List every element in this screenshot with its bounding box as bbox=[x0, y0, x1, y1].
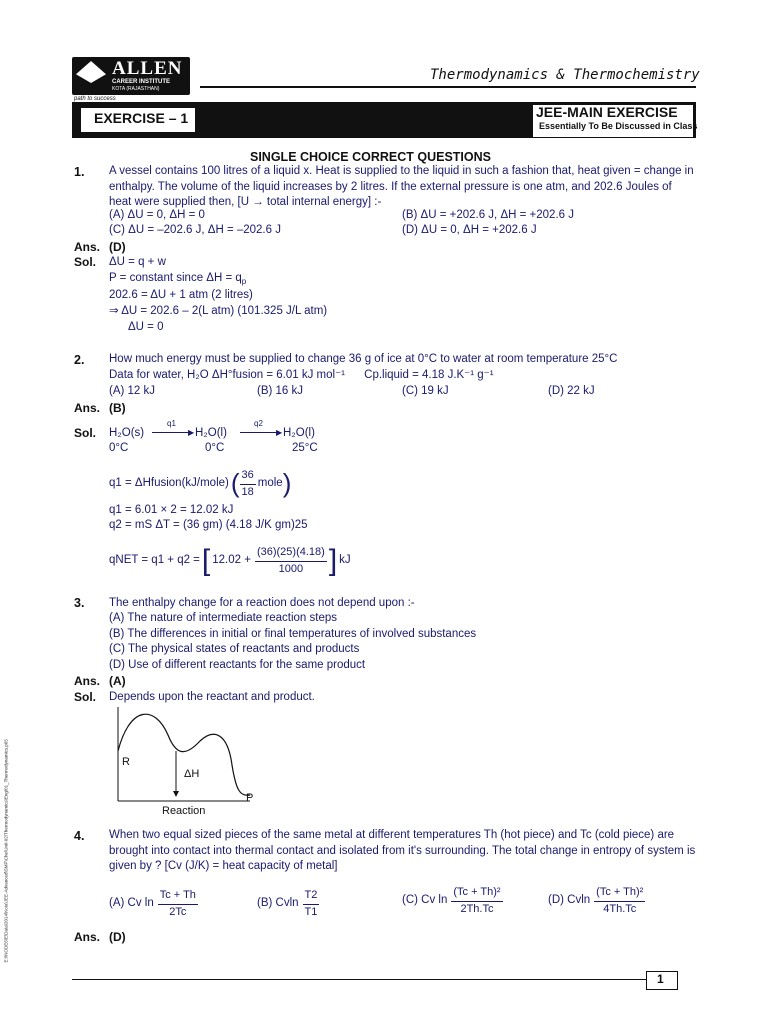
reaction-species: H₂O(l) bbox=[283, 427, 315, 439]
file-path-text: E:\\NODE6\E\Data\2014\Kota\JEE-Advanced\SMP\Che\Unit-02\Thermodynamics\Eng\01_Thermodynamics.p65 bbox=[3, 739, 9, 963]
option-a: (A) 12 kJ bbox=[109, 385, 156, 397]
answer-value: (D) bbox=[109, 930, 126, 944]
option-b: (B) Cvln $\frac{T2}{T1}$ bbox=[257, 889, 318, 918]
subject-title: Thermodynamics & Thermochemistry bbox=[430, 67, 700, 83]
footer-rule bbox=[72, 979, 646, 980]
answer-label: Ans. bbox=[74, 240, 101, 254]
logo bbox=[72, 57, 190, 95]
answer-value: (D) bbox=[109, 240, 126, 254]
arrow-head-icon: ▶ bbox=[188, 428, 195, 437]
option-a: (A) Cv ln $\frac{Tc + Th}{2Tc}$ bbox=[109, 889, 196, 918]
solution-line: ΔU = q + w bbox=[109, 256, 166, 268]
solution-line: q1 = 6.01 × 2 = 12.02 kJ bbox=[109, 504, 234, 516]
question-number: 4. bbox=[74, 829, 85, 843]
question-text: When two equal sized pieces of the same metal at different temperatures Th (hot piece) and Tc (cold piece) are brought into contact into thermal contact and isolated from it's surrounding. The total change in entropy of system is given by ? [Cv (J/K) = heat capacity of metal] bbox=[109, 829, 696, 872]
arrow-head-icon: ▶ bbox=[276, 428, 283, 437]
logo-text: ALLEN bbox=[112, 58, 183, 79]
product-label: P bbox=[246, 792, 254, 804]
answer-label: Ans. bbox=[74, 674, 101, 688]
energy-profile-graph bbox=[110, 705, 260, 805]
section-title: SINGLE CHOICE CORRECT QUESTIONS bbox=[250, 150, 491, 164]
question-number: 3. bbox=[74, 596, 85, 610]
question-text: The enthalpy change for a reaction does not depend upon :- bbox=[109, 597, 415, 609]
answer-value: (A) bbox=[109, 674, 126, 688]
option-c: (C) ΔU = –202.6 J, ΔH = –202.6 J bbox=[109, 224, 281, 236]
solution-line: P = constant since $\Delta H = q_p$ bbox=[109, 272, 247, 286]
solution-line: q2 = mS ΔT = (36 gm) (4.18 J/K gm)25 bbox=[109, 519, 308, 531]
jee-title: JEE-MAIN EXERCISE bbox=[536, 104, 678, 120]
option-b: (B) The differences in initial or final temperatures of involved substances bbox=[109, 628, 477, 640]
question-number: 2. bbox=[74, 353, 85, 367]
question-data: Data for water, H₂O ΔH°fusion = 6.01 kJ mol⁻¹ Cp.liquid = 4.18 J.K⁻¹ g⁻¹ bbox=[109, 369, 494, 381]
solution-label: Sol. bbox=[74, 426, 97, 440]
logo-city: KOTA (RAJASTHAN) bbox=[112, 86, 160, 92]
option-d: (D) 22 kJ bbox=[548, 385, 595, 397]
option-c: (C) The physical states of reactants and products bbox=[109, 643, 360, 655]
arrow-label: q2 bbox=[254, 419, 263, 428]
page-number: 1 bbox=[657, 972, 664, 986]
question-number: 1. bbox=[74, 165, 85, 179]
logo-tagline: path to success bbox=[74, 96, 116, 102]
arrow-head-icon bbox=[173, 791, 179, 797]
temperature-label: 0°C bbox=[109, 442, 129, 454]
question-text: A vessel contains 100 litres of a liquid x. Heat is supplied to the liquid in such a fashion that, heat given = change in enthalpy. The volume of the liquid increases by 2 litres. If the external pressure is one atm, and 202.6 Joules of heat were supplied then, [U → total internal energy] :- bbox=[109, 165, 694, 208]
option-a: (A) ΔU = 0, ΔH = 0 bbox=[109, 209, 205, 221]
reactant-label: R bbox=[122, 756, 130, 768]
solution-line: ΔU = 0 bbox=[128, 321, 164, 333]
option-d: (D) Use of different reactants for the same product bbox=[109, 659, 366, 671]
answer-value: (B) bbox=[109, 401, 126, 415]
answer-label: Ans. bbox=[74, 930, 101, 944]
temperature-label: 0°C bbox=[205, 442, 225, 454]
graph-x-label: Reaction bbox=[162, 805, 206, 817]
exercise-label: EXERCISE – 1 bbox=[94, 110, 189, 126]
option-c: (C) 19 kJ bbox=[402, 385, 449, 397]
reaction-species: H₂O(l) bbox=[195, 427, 227, 439]
temperature-label: 25°C bbox=[292, 442, 318, 454]
solution-label: Sol. bbox=[74, 255, 97, 269]
reaction-arrow bbox=[152, 432, 192, 433]
arrow-label: q1 bbox=[167, 419, 176, 428]
answer-label: Ans. bbox=[74, 401, 101, 415]
option-a: (A) The nature of intermediate reaction steps bbox=[109, 612, 337, 624]
solution-line: Depends upon the reactant and product. bbox=[109, 691, 315, 703]
solution-formula: q1 = ΔHfusion(kJ/mole) ( $\frac{36}{18}$ mole ) bbox=[109, 468, 292, 499]
option-b: (B) ΔU = +202.6 J, ΔH = +202.6 J bbox=[402, 209, 574, 221]
option-b: (B) 16 kJ bbox=[257, 385, 304, 397]
solution-label: Sol. bbox=[74, 690, 97, 704]
energy-curve bbox=[118, 714, 250, 795]
delta-h-label: ΔH bbox=[184, 768, 200, 780]
logo-icon bbox=[76, 61, 106, 83]
logo-subtitle: CAREER INSTITUTE bbox=[112, 79, 171, 85]
option-d: (D) Cvln $\frac{\text{(Tc + Th)²}}{4Th.Tc}$ bbox=[548, 886, 644, 915]
reaction-arrow bbox=[240, 432, 280, 433]
header-rule bbox=[200, 86, 696, 88]
reaction-species: H₂O(s) bbox=[109, 427, 145, 439]
jee-subtitle: Essentially To Be Discussed in Class bbox=[539, 121, 698, 131]
option-d: (D) ΔU = 0, ΔH = +202.6 J bbox=[402, 224, 537, 236]
option-c: (C) Cv ln $\frac{\text{(Tc + Th)²}}{2Th.Tc}$ bbox=[402, 886, 501, 915]
solution-line: 202.6 = ΔU + 1 atm (2 litres) bbox=[109, 289, 253, 301]
question-text: How much energy must be supplied to change 36 g of ice at 0°C to water at room temperature 25°C bbox=[109, 353, 618, 365]
solution-line: ⇒ ΔU = 202.6 – 2(L atm) (101.325 J/L atm) bbox=[109, 305, 328, 317]
solution-net: qNET = q1 + q2 = [ 12.02 + $\frac{(36)(25)(4.18)}{1000}$ ] kJ bbox=[109, 544, 351, 578]
